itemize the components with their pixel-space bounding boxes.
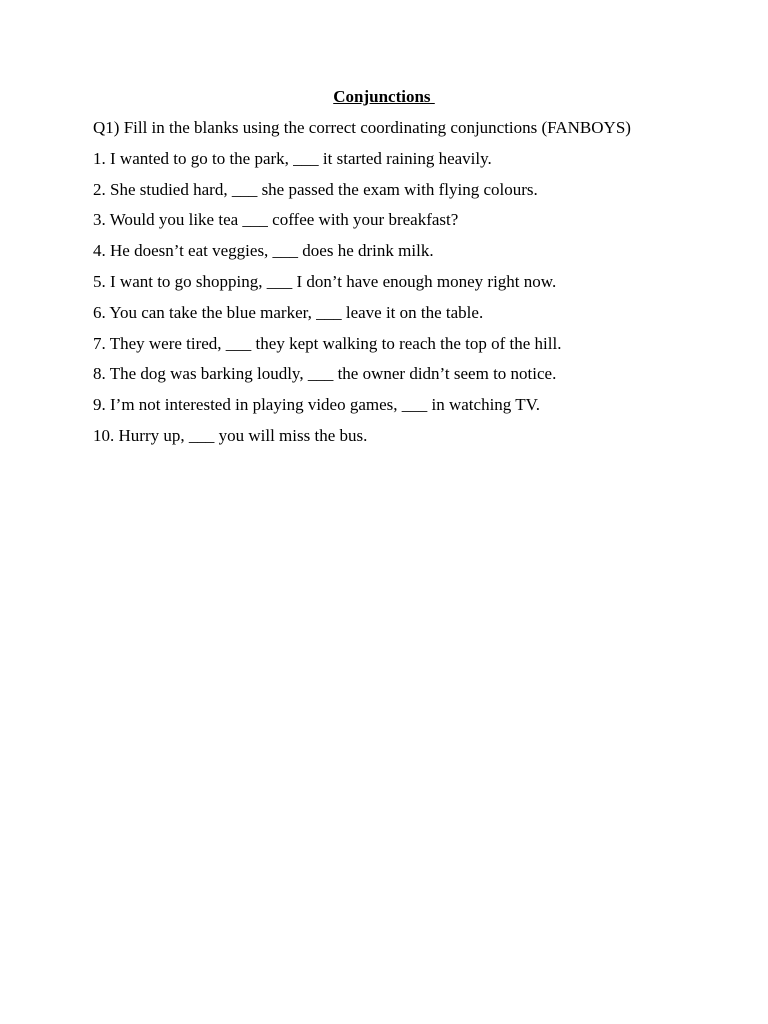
question-item-10: 10. Hurry up, ___ you will miss the bus. [93, 425, 368, 445]
page-title: Conjunctions [333, 87, 435, 106]
question-item-6: 6. You can take the blue marker, ___ leave it on the table. [93, 302, 484, 322]
question-item-4: 4. He doesn’t eat veggies, ___ does he drink milk. [93, 241, 434, 261]
question-item-8: 8. The dog was barking loudly, ___ the owner didn’t seem to notice. [93, 364, 557, 384]
question-item-1: 1. I wanted to go to the park, ___ it started raining heavily. [93, 148, 492, 168]
question-item-5: 5. I want to go shopping, ___ I don’t have enough money right now. [93, 271, 557, 291]
question-item-7: 7. They were tired, ___ they kept walking to reach the top of the hill. [93, 333, 562, 353]
worksheet-body [93, 118, 733, 457]
question-item-3: 3. Would you like tea ___ coffee with your breakfast? [93, 210, 459, 230]
question-item-2: 2. She studied hard, ___ she passed the exam with flying colours. [93, 179, 538, 199]
question-item-9: 9. I’m not interested in playing video games, ___ in watching TV. [93, 395, 540, 415]
question-instruction: Q1) Fill in the blanks using the correct coordinating conjunctions (FANBOYS) [93, 118, 631, 137]
